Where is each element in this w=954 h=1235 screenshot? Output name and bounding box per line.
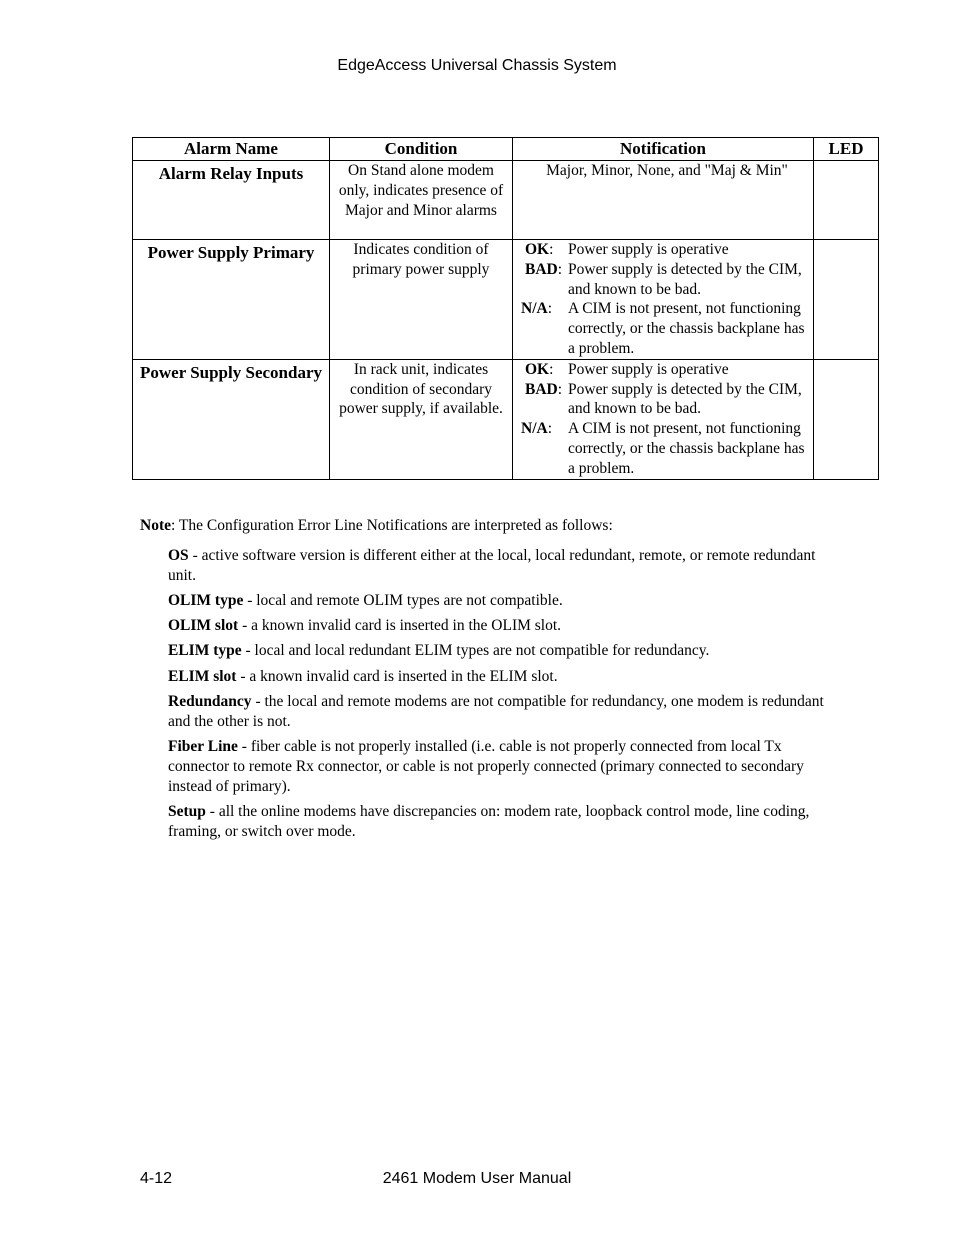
note-term: OLIM slot	[168, 617, 239, 635]
note-term: Fiber Line	[168, 738, 238, 756]
notification-item: N/A: A CIM is not present, not functioning correctly, or the chassis backplane has a problem.	[521, 299, 809, 358]
alarm-name-cell: Alarm Relay Inputs	[133, 161, 330, 240]
footer-title: 2461 Modem User Manual	[382, 1170, 572, 1187]
note-item-elim-type	[168, 641, 830, 661]
notification-cell	[513, 359, 814, 479]
column-header-condition: Condition	[330, 138, 513, 161]
notification-key: OK	[525, 360, 550, 378]
notification-item: OK: Power supply is operative	[525, 360, 809, 380]
note-item-redundancy	[168, 692, 830, 732]
notification-text: Major, Minor, None, and "Maj & Min"	[546, 162, 788, 179]
notification-desc: A CIM is not present, not functioning correctly, or the chassis backplane has a problem.	[568, 420, 805, 477]
notification-item: BAD: Power supply is detected by the CIM, and known to be bad.	[525, 260, 809, 300]
note-term: ELIM type	[168, 642, 242, 660]
note-desc: - fiber cable is not properly installed (i.e. cable is not properly connected from local Tx connector to remote Rx connector, or cable is not properly connected (primary connected to secondary instead of primary).	[168, 738, 804, 795]
column-header-alarm-name: Alarm Name	[133, 138, 330, 161]
note-item-olim-type	[168, 591, 830, 611]
note-desc: - active software version is different either at the local, local redundant, remote, or remote redundant unit.	[168, 546, 816, 584]
note-item-olim-slot	[168, 616, 830, 636]
led-cell	[814, 240, 879, 360]
note-desc: - local and remote OLIM types are not compatible.	[243, 591, 563, 609]
configuration-notes	[140, 516, 830, 847]
note-term: Setup	[168, 803, 206, 821]
footer-page-number: 4-12	[140, 1170, 173, 1187]
table-row	[133, 359, 879, 479]
table-row	[133, 240, 879, 360]
alarm-table	[132, 137, 879, 480]
note-term: Redundancy	[168, 693, 252, 711]
alarm-name-cell: Power Supply Primary	[133, 240, 330, 360]
note-desc: - local and local redundant ELIM types are not compatible for redundancy.	[241, 642, 710, 660]
note-intro-text: : The Configuration Error Line Notifications are interpreted as follows:	[171, 517, 613, 534]
notification-item: N/A: A CIM is not present, not functioning correctly, or the chassis backplane has a problem.	[521, 419, 809, 478]
notification-item: BAD: Power supply is detected by the CIM, and known to be bad.	[525, 380, 809, 420]
condition-cell: In rack unit, indicates condition of secondary power supply, if available.	[330, 359, 513, 479]
notification-key: OK	[525, 241, 550, 258]
condition-cell: Indicates condition of primary power supply	[330, 240, 513, 360]
notification-item: OK: Power supply is operative	[525, 240, 809, 260]
page-header: EdgeAccess Universal Chassis System	[337, 57, 617, 74]
notification-cell	[513, 161, 814, 240]
note-desc: - the local and remote modems are not compatible for redundancy, one modem is redundant and the other is not.	[168, 693, 824, 730]
alarm-name-cell: Power Supply Secondary	[133, 359, 330, 479]
table-row	[133, 161, 879, 240]
note-desc: - a known invalid card is inserted in the OLIM slot.	[238, 617, 562, 635]
led-cell	[814, 161, 879, 240]
notification-desc: Power supply is detected by the CIM, and known to be bad.	[568, 260, 802, 298]
note-item-setup	[168, 802, 830, 842]
note-desc: - all the online modems have discrepancies on: modem rate, loopback control mode, line coding, framing, or switch over mode.	[168, 803, 810, 840]
notification-key: N/A	[521, 420, 548, 438]
notification-key: N/A	[521, 300, 548, 318]
condition-cell: On Stand alone modem only, indicates presence of Major and Minor alarms	[330, 161, 513, 240]
note-term: OS	[168, 546, 189, 564]
notification-desc: Power supply is detected by the CIM, and known to be bad.	[568, 380, 802, 418]
notification-desc: A CIM is not present, not functioning correctly, or the chassis backplane has a problem.	[568, 300, 805, 357]
note-term: ELIM slot	[168, 667, 237, 685]
notification-desc: Power supply is operative	[568, 241, 729, 258]
notification-cell	[513, 240, 814, 360]
table-header-row	[133, 138, 879, 161]
notification-desc: Power supply is operative	[568, 360, 729, 378]
led-cell	[814, 359, 879, 479]
note-intro	[140, 516, 830, 536]
note-term: OLIM type	[168, 591, 244, 609]
note-item-os	[168, 546, 830, 586]
note-desc: - a known invalid card is inserted in the ELIM slot.	[236, 667, 558, 685]
column-header-notification: Notification	[513, 138, 814, 161]
notification-key: BAD	[525, 260, 558, 278]
note-item-fiber-line	[168, 737, 830, 796]
column-header-led: LED	[814, 138, 879, 161]
note-item-elim-slot	[168, 667, 830, 687]
note-label: Note	[140, 517, 171, 534]
notification-key: BAD	[525, 380, 558, 398]
